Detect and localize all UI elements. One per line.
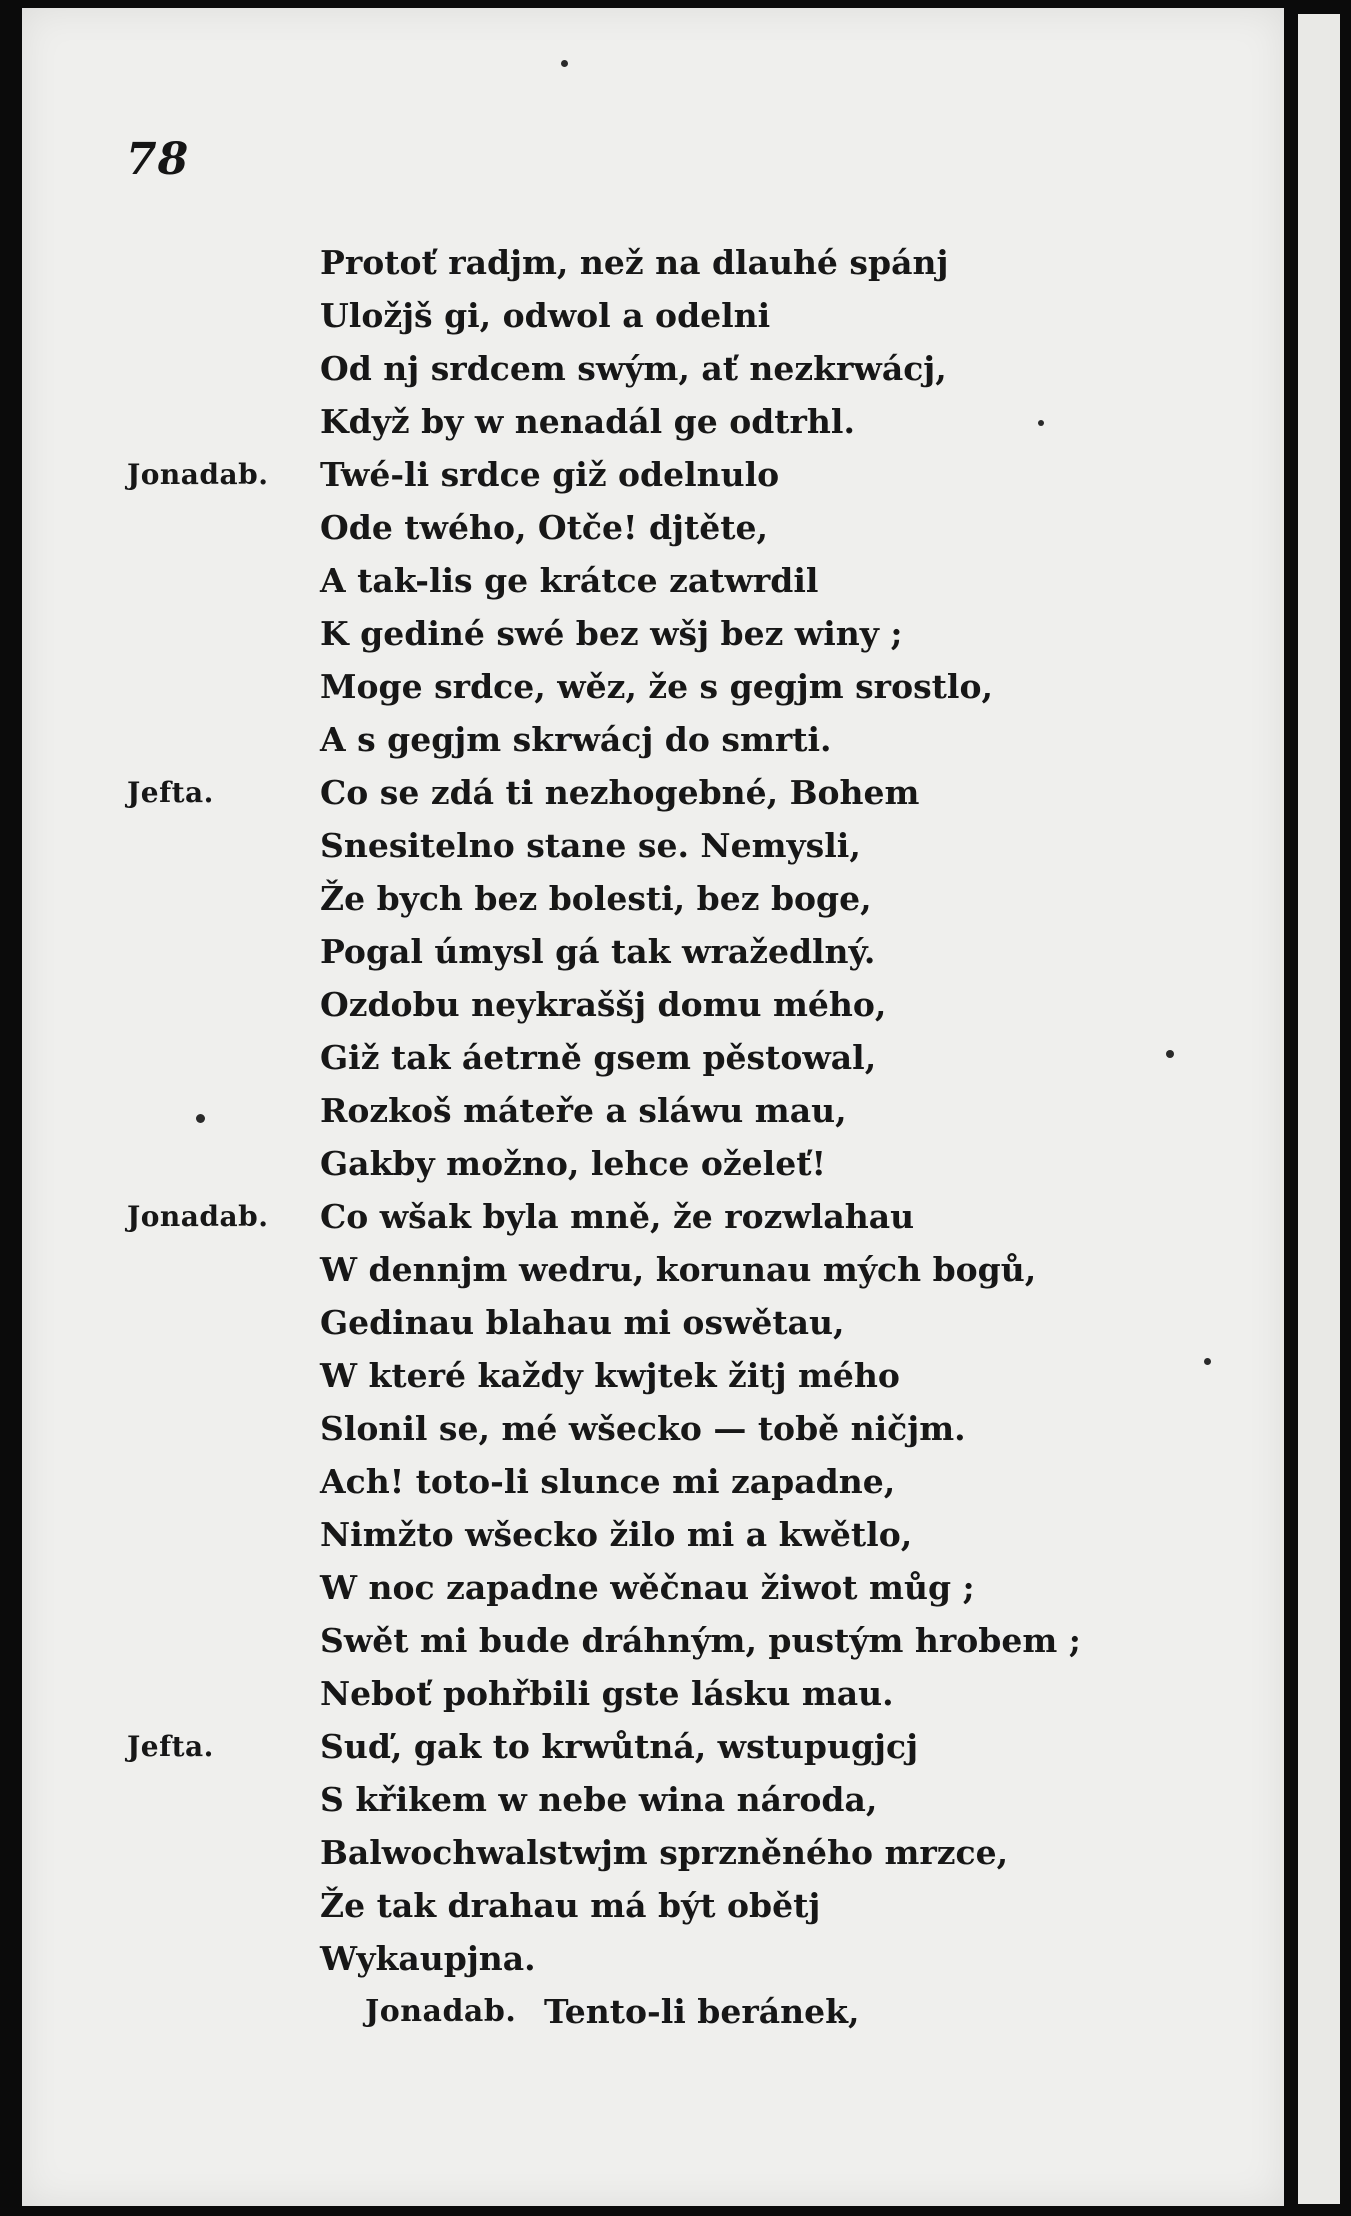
verse-text: Ode twého, Otče! djtěte, (320, 508, 768, 547)
verse-line (22, 607, 1284, 660)
verse-line (22, 819, 1284, 872)
verse-line (22, 1773, 1284, 1826)
verse-line (22, 1879, 1284, 1932)
verse-text: Neboť pohřbili gste lásku mau. (320, 1674, 894, 1713)
verse-text: Když by w nenadál ge odtrhl. (320, 402, 855, 441)
verse-line (22, 1190, 1284, 1243)
verse-text: Giž tak áetrně gsem pěstowal, (320, 1038, 877, 1077)
verse-text: Gedinau blahau mi oswětau, (320, 1303, 845, 1342)
scan-speck (1166, 1050, 1174, 1058)
speaker-name: Jefta. (127, 776, 214, 809)
verse-line (22, 1455, 1284, 1508)
verse-line (22, 978, 1284, 1031)
verse-line (22, 1614, 1284, 1667)
verse-line (22, 1243, 1284, 1296)
verse-line (22, 1084, 1284, 1137)
page-number: 78 (126, 134, 190, 185)
verse-text: Gakby možno, lehce oželeť! (320, 1144, 826, 1183)
verse-text: Co se zdá ti nezhogebné, Bohem (320, 773, 920, 812)
verse-line (22, 1402, 1284, 1455)
facing-page-edge (1298, 14, 1340, 2204)
verse-line (22, 1826, 1284, 1879)
verse-text: W dennjm wedru, korunau mých bogů, (320, 1250, 1037, 1289)
verse-text: Nimžto wšecko žilo mi a kwětlo, (320, 1515, 913, 1554)
verse-text: Uložjš gi, odwol a odelni (320, 296, 771, 335)
speaker-name: Jonadab. (365, 1994, 517, 2029)
verse-line (22, 660, 1284, 713)
verse-text: W které každy kwjtek žitj mého (320, 1356, 900, 1395)
verse-text: W noc zapadne wěčnau žiwot můg ; (320, 1568, 975, 1607)
verse-text: Suď, gak to krwůtná, wstupugjcj (320, 1727, 919, 1766)
book-page (22, 8, 1284, 2206)
verse-text: A tak-lis ge krátce zatwrdil (320, 561, 819, 600)
verse-line (22, 1667, 1284, 1720)
verse-text: Balwochwalstwjm sprzněného mrzce, (320, 1833, 1009, 1872)
verse-line (22, 1296, 1284, 1349)
verse-line (22, 1137, 1284, 1190)
scan-speck (1038, 420, 1044, 426)
scan-speck (561, 60, 568, 67)
scan-speck (196, 1114, 205, 1123)
verse-text: A s gegjm skrwácj do smrti. (320, 720, 832, 759)
verse-text: Rozkoš máteře a sláwu mau, (320, 1091, 847, 1130)
verse-text: Od nj srdcem swým, ať nezkrwácj, (320, 349, 947, 388)
verse-text: Že bych bez bolesti, bez boge, (320, 879, 872, 918)
verse-line (22, 1720, 1284, 1773)
verse-text: K gediné swé bez wšj bez winy ; (320, 614, 903, 653)
verse-line (22, 1561, 1284, 1614)
verse-line (22, 501, 1284, 554)
verse-line (22, 289, 1284, 342)
verse-line (22, 554, 1284, 607)
verse-text: Wykaupjna. (320, 1939, 536, 1978)
verse-text: Pogal úmysl gá tak wražedlný. (320, 932, 876, 971)
verse-text: Slonil se, mé wšecko — tobě ničjm. (320, 1409, 966, 1448)
verse-line (22, 766, 1284, 819)
verse-line (22, 236, 1284, 289)
verse-line (22, 872, 1284, 925)
verse-text: S křikem w nebe wina národa, (320, 1780, 878, 1819)
verse-line-final (22, 1985, 1284, 2038)
verse-text: Swět mi bude dráhným, pustým hrobem ; (320, 1621, 1081, 1660)
verse-text: Že tak drahau má být obětj (320, 1886, 821, 1925)
verse-text: Protoť radjm, než na dlauhé spánj (320, 243, 949, 282)
verse-text: Tento-li beránek, (544, 1992, 860, 2031)
verse-text: Twé-li srdce giž odelnulo (320, 455, 780, 494)
verse-text: Ach! toto-li slunce mi zapadne, (320, 1462, 896, 1501)
verse-line (22, 1349, 1284, 1402)
verse-line (22, 448, 1284, 501)
scan-speck (1204, 1358, 1211, 1365)
verse-text: Moge srdce, wěz, že s gegjm srostlo, (320, 667, 993, 706)
speaker-name: Jonadab. (127, 458, 269, 491)
verse-line (22, 342, 1284, 395)
verse-line (22, 713, 1284, 766)
verse-line (22, 1031, 1284, 1084)
verse-text: Snesitelno stane se. Nemysli, (320, 826, 861, 865)
speaker-name: Jefta. (127, 1730, 214, 1763)
verse-line (22, 925, 1284, 978)
speaker-name: Jonadab. (127, 1200, 269, 1233)
verse-line (22, 1932, 1284, 1985)
verse-text: Ozdobu neykraššj domu mého, (320, 985, 887, 1024)
verse-line (22, 395, 1284, 448)
verse-text: Co wšak byla mně, že rozwlahau (320, 1197, 915, 1236)
verse-line (22, 1508, 1284, 1561)
